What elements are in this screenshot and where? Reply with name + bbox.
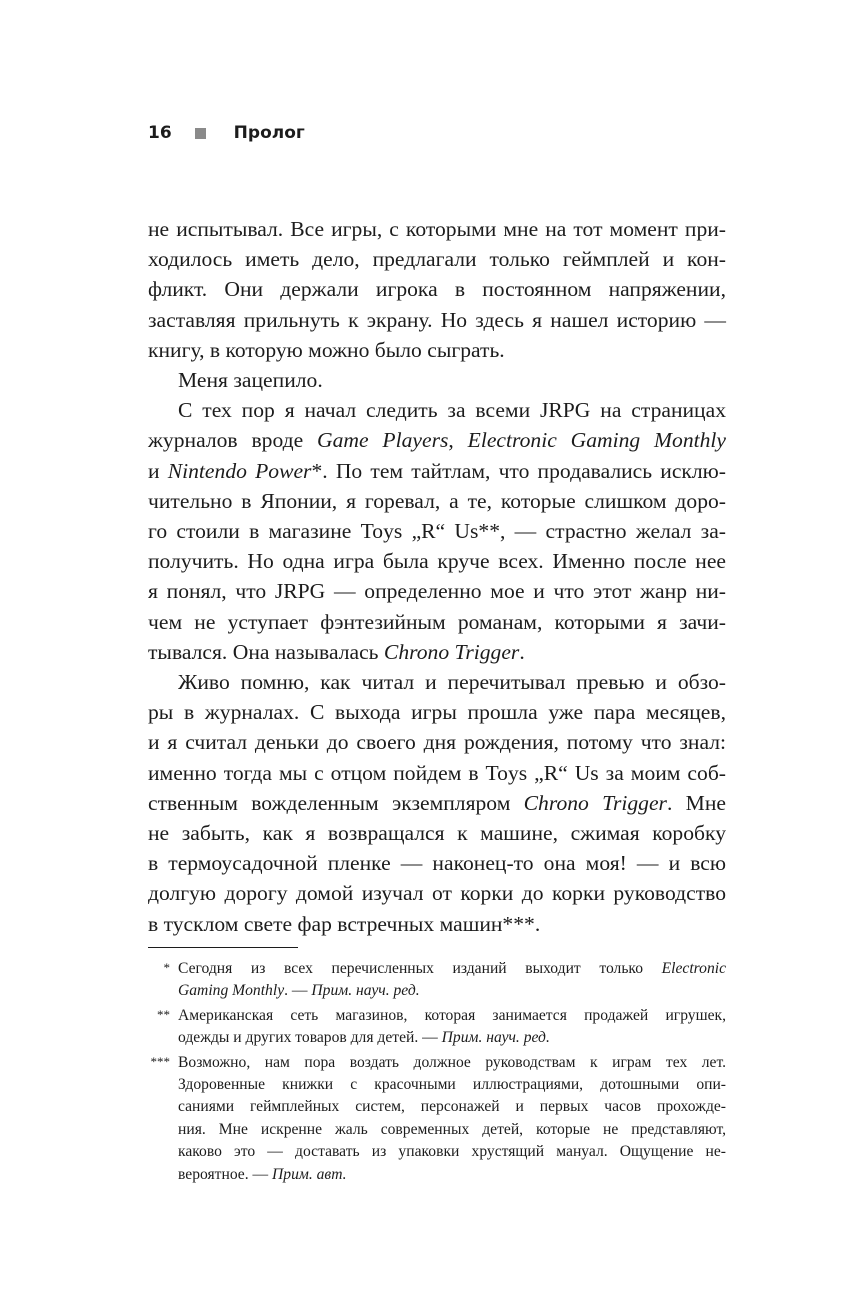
- italic-text: Прим. авт.: [272, 1165, 347, 1183]
- text-run: *. По тем тайтлам, что продавались исклю-: [311, 458, 726, 483]
- text-line: [148, 214, 726, 244]
- italic-text: Electronic Gaming Monthly: [467, 428, 726, 453]
- section-title: Пролог: [233, 123, 305, 143]
- text-line: [148, 848, 726, 878]
- text-run: го стоили в магазине Toys „R“ Us**, — страстно желал за-: [148, 519, 726, 544]
- text-line: [148, 274, 726, 304]
- italic-text: Chrono Trigger: [523, 790, 667, 815]
- italic-text: Electronic: [661, 960, 726, 977]
- text-line: [148, 818, 726, 848]
- text-run: одежды и других товаров для детей. —: [178, 1029, 442, 1047]
- text-run: ,: [448, 428, 468, 453]
- text-run: заставляя прильнуть к экрану. Но здесь я нашел историю —: [148, 307, 726, 332]
- text-line: [148, 305, 726, 335]
- text-run: Меня зацепило.: [178, 368, 323, 393]
- text-run: Здоровенные книжки с красочными иллюстрациями, дотошными опи-: [178, 1076, 726, 1094]
- text-line: [148, 697, 726, 727]
- footnote-line: [178, 1052, 726, 1074]
- text-run: чительно в Японии, я горевал, а те, которые слишком доро-: [148, 488, 726, 513]
- footnote-text: [178, 1005, 726, 1050]
- footnote-mark: **: [157, 1006, 170, 1022]
- text-run: С тех пор я начал следить за всеми JRPG на страницах: [178, 398, 726, 423]
- footnote-line: [178, 980, 726, 1002]
- text-line: [148, 758, 726, 788]
- footnote: [148, 958, 726, 1003]
- text-line: [148, 516, 726, 546]
- text-run: не забыть, как я возвращался к машине, сжимая коробку: [148, 821, 726, 846]
- text-run: ходилось иметь дело, предлагали только геймплей и кон-: [148, 247, 726, 272]
- text-line: [148, 909, 726, 939]
- footnote-line: [178, 1005, 726, 1027]
- text-line: [148, 486, 726, 516]
- text-line: [148, 425, 726, 455]
- text-run: ры в журналах. С выхода игры прошла уже пара месяцев,: [148, 700, 726, 725]
- italic-text: Chrono Trigger: [383, 639, 520, 664]
- text-run: я понял, что JRPG — определенно мое и что этот жанр ни-: [148, 579, 726, 604]
- italic-text: Nintendo Power: [167, 458, 312, 483]
- italic-text: Gaming Monthly: [178, 982, 285, 1000]
- footnote-line: [178, 1119, 726, 1141]
- text-run: каково это — доставать из упаковки хрустящий мануал. Ощущение не-: [178, 1143, 726, 1161]
- text-run: .: [519, 639, 525, 664]
- footnote-line: [178, 958, 726, 980]
- italic-text: Game Players: [317, 428, 449, 453]
- text-run: в термоусадочной пленке — наконец-то она моя! — и всю: [148, 851, 726, 876]
- text-run: долгую дорогу домой изучал от корки до корки руководство: [148, 881, 726, 906]
- text-run: не испытывал. Все игры, с которыми мне на тот момент при-: [148, 217, 726, 241]
- text-run: в тусклом свете фар встречных машин***.: [148, 911, 541, 936]
- text-line: [148, 335, 726, 365]
- text-run: книгу, в которую можно было сыграть.: [148, 337, 505, 362]
- text-run: тывался. Она называлась: [148, 639, 384, 664]
- text-line: [148, 637, 726, 667]
- footnote-text: [178, 1052, 726, 1186]
- square-bullet-icon: [195, 128, 206, 139]
- text-line: [148, 667, 726, 697]
- footnote: [148, 1052, 726, 1186]
- text-run: . —: [284, 982, 312, 1000]
- running-head: [148, 121, 305, 145]
- footnote-text: [178, 958, 726, 1003]
- text-line: [148, 727, 726, 757]
- footnote: [148, 1005, 726, 1050]
- text-line: [148, 576, 726, 606]
- footnotes: [148, 958, 726, 1188]
- text-line: [148, 456, 726, 486]
- text-run: фликт. Они держали игрока в постоянном напряжении,: [148, 277, 726, 302]
- text-line: [148, 365, 726, 395]
- footnote-line: [178, 1164, 726, 1186]
- text-run: журналов вроде: [148, 428, 318, 453]
- text-run: Возможно, нам пора воздать должное руководствам к играм тех лет.: [178, 1053, 726, 1071]
- text-line: [148, 395, 726, 425]
- page-number: 16: [148, 123, 172, 143]
- text-line: [148, 546, 726, 576]
- footnote-mark: *: [163, 960, 170, 975]
- text-line: [148, 788, 726, 818]
- text-run: Живо помню, как читал и перечитывал превью и обзо-: [178, 670, 726, 695]
- footnote-line: [178, 1074, 726, 1096]
- text-line: [148, 244, 726, 274]
- main-text: [148, 214, 726, 939]
- text-run: получить. Но одна игра была круче всех. Именно после нее: [148, 549, 726, 574]
- text-run: саниями геймплейных систем, персонажей и первых часов прохожде-: [178, 1098, 726, 1116]
- text-run: и я считал деньки до своего дня рождения, потому что знал:: [148, 730, 726, 755]
- text-run: . Мне: [666, 790, 726, 815]
- text-run: ния. Мне искренне жаль современных детей, которые не представляют,: [178, 1120, 726, 1138]
- text-run: Сегодня из всех перечисленных изданий выходит только: [178, 960, 662, 977]
- text-run: и: [148, 458, 168, 483]
- footnote-line: [178, 1096, 726, 1118]
- text-line: [148, 878, 726, 908]
- text-run: чем не уступает фэнтезийным романам, которыми я зачи-: [148, 609, 726, 634]
- italic-text: Прим. науч. ред.: [441, 1029, 550, 1047]
- text-run: ственным вожделенным экземпляром: [148, 790, 524, 815]
- footnote-line: [178, 1141, 726, 1163]
- text-run: вероятное. —: [178, 1165, 273, 1183]
- text-line: [148, 607, 726, 637]
- footnote-divider: [148, 947, 298, 948]
- text-run: Американская сеть магазинов, которая занимается продажей игрушек,: [178, 1006, 726, 1024]
- footnote-line: [178, 1027, 726, 1049]
- text-run: именно тогда мы с отцом пойдем в Toys „R“ Us за моим соб-: [148, 760, 726, 785]
- footnote-mark: ***: [150, 1053, 170, 1069]
- italic-text: Прим. науч. ред.: [311, 982, 420, 1000]
